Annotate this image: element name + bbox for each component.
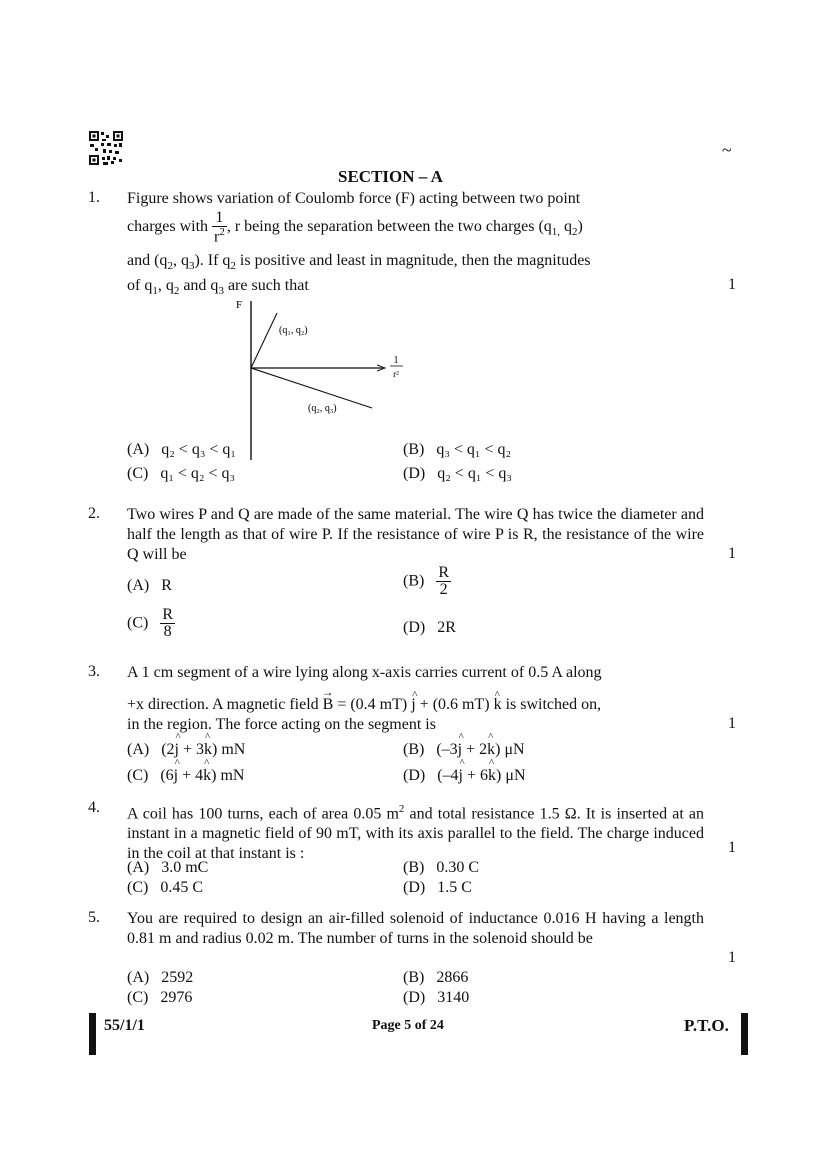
q2-number: 2. [88,505,100,522]
q1-text-line4: of $q_1$, $q_2$ and $q_3$ are such that [127,277,309,298]
graph-x-label-den: r² [393,369,399,379]
q1-text-line2: charges with $\frac{1}{r^2}$ , r being the separation between the two charges ($q_{1,}$ $q_2$) [127,208,583,245]
graph-y-label: F [236,299,243,311]
q3-option-d[interactable]: (D) (–4^ j + 6^ k) μN [403,767,526,785]
q3-option-a[interactable]: (A) (2^ j + 3^ k) mN [127,741,245,759]
q2-text: Two wires P and Q are made of the same material. The wire Q has twice the diameter and half the length as that of wire P. If the resistance of wire P is R, the resistance of the wire Q will be [127,506,704,563]
q4-marks: 1 [728,839,736,856]
qr-code [89,131,123,165]
q2-option-a[interactable]: (A) R [127,577,172,594]
q1-option-a[interactable]: (A) q₂ < q₃ < q₁ [127,441,236,458]
q5-text: You are required to design an air-filled solenoid of inductance 0.016 H having a length 0.81 m and radius 0.02 m. The number of turns in the solenoid should be [127,910,704,947]
footer-pto: P.T.O. [684,1016,729,1035]
q5-option-d[interactable]: (D) 3140 [403,989,470,1006]
q3-option-b[interactable]: (B) (–3^ j + 2^ k) μN [403,741,525,759]
footer-left-bar [89,1013,96,1055]
q5-option-a[interactable]: (A) 2592 [127,969,194,986]
q1-text-line3: and ($q_2$, $q_3$). If $q_2$ is positive and least in magnitude, then the magnitudes [127,252,591,273]
q4-option-d[interactable]: (D) 1.5 C [403,879,472,896]
q3-number: 3. [88,663,100,680]
q2-marks: 1 [728,545,736,562]
graph-line-q2-q3 [251,368,372,408]
q1-option-b[interactable]: (B) q₃ < q₁ < q₂ [403,441,512,458]
q3-option-c[interactable]: (C) (6^ j + 4^ k) mN [127,767,244,785]
q5-option-c[interactable]: (C) 2976 [127,989,193,1006]
q1-number: 1. [88,189,100,206]
q1-option-c[interactable]: (C) q₁ < q₂ < q₃ [127,465,236,482]
q4-option-a[interactable]: (A) 3.0 mC [127,859,209,876]
q1-fraction: $\frac{1}{r^2}$ [214,208,225,245]
q5-number: 5. [88,909,100,926]
q4-number: 4. [88,799,100,816]
footer-paper-code: 55/1/1 [104,1017,145,1034]
q3-text-line2: +x direction. A magnetic field → B = (0.4 mT) ^ j + (0.6 mT) ^ k is switched on, [127,695,704,715]
q5-marks: 1 [728,949,736,966]
q2-option-c[interactable]: (C) $\frac{R}{8}$ [127,606,173,640]
q2-option-b[interactable]: (B) $\frac{R}{2}$ [403,564,449,598]
q3-text-line3: in the region. The force acting on the segment is [127,716,436,733]
graph-x-label-num: 1 [393,355,399,366]
q4-option-b[interactable]: (B) 0.30 C [403,859,479,876]
q1-marks: 1 [728,276,736,293]
q4-option-c[interactable]: (C) 0.45 C [127,879,203,896]
q1-force-graph [225,295,425,465]
q3-marks: 1 [728,715,736,732]
graph-line-q1-q2 [251,313,277,368]
q3-text-line1: A 1 cm segment of a wire lying along x-axis carries current of 0.5 A along [127,664,602,681]
graph-label-q1-q2: (q₁, q₂) [279,325,308,336]
q2-option-d[interactable]: (D) 2R [403,619,456,636]
q4-text: A coil has 100 turns, each of area 0.05 $m^2$ and total resistance 1.5 Ω. It is inserted at an instant in a magnetic field of 90 mT, with its axis parallel to the field. The charge induced in the coil at that instant is : [127,803,705,863]
q1-text-line1: Figure shows variation of Coulomb force (F) acting between two point [127,190,581,207]
footer-page-number: Page 5 of 24 [372,1018,444,1033]
corner-mark: ~ [722,140,732,160]
footer-right-bar [741,1013,748,1055]
section-title: SECTION – A [338,167,443,186]
graph-label-q2-q3: (q₂, q₃) [308,403,337,414]
q1-option-d[interactable]: (D) q₂ < q₁ < q₃ [403,465,512,482]
q5-option-b[interactable]: (B) 2866 [403,969,469,986]
